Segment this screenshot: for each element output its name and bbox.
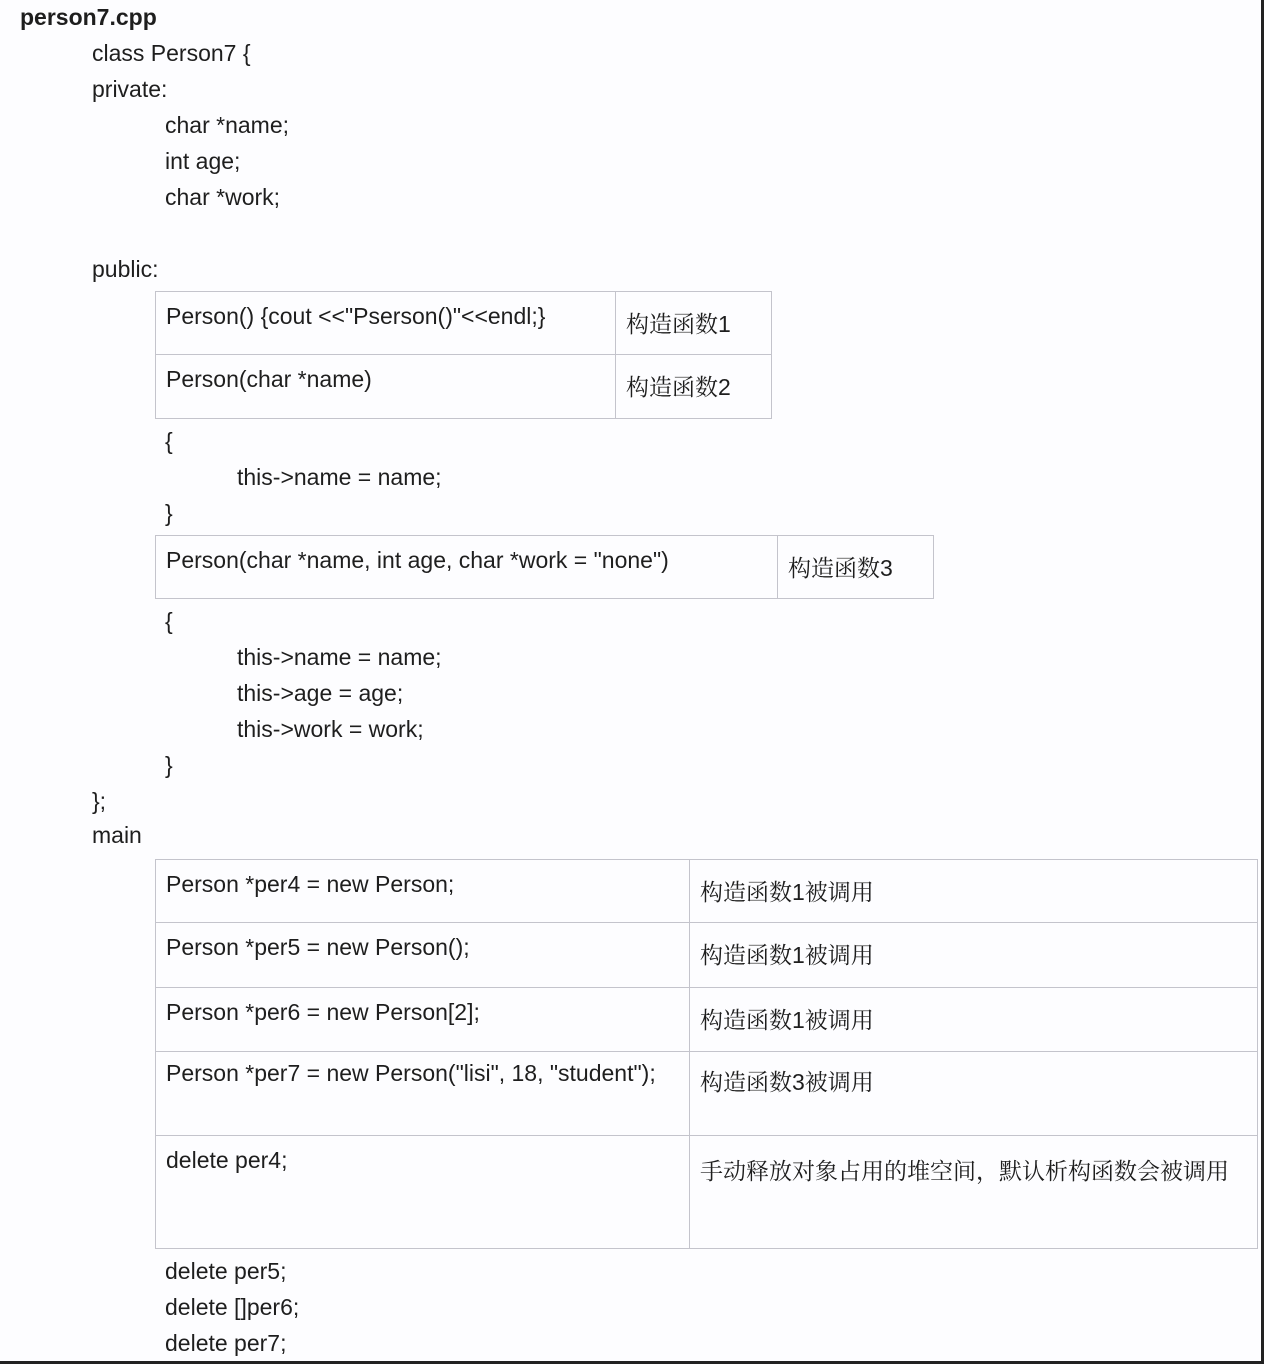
member-work: char *work;	[165, 184, 281, 210]
constructor3-table	[155, 535, 934, 599]
member-age: int age;	[165, 148, 241, 174]
constructors-table	[155, 291, 772, 419]
note-cell: 构造函数3被调用	[690, 1052, 1258, 1136]
code-cell: delete per4;	[156, 1136, 690, 1249]
table-row	[156, 923, 1258, 988]
table-row	[156, 988, 1258, 1052]
note-cell: 手动释放对象占用的堆空间，默认析构函数会被调用	[690, 1136, 1258, 1249]
code-cell: Person() {cout <<"Pserson()"<<endl;}	[156, 292, 616, 355]
note-cell: 构造函数3	[778, 536, 934, 599]
code-cell: Person(char *name)	[156, 355, 616, 419]
table-row	[156, 1136, 1258, 1249]
code-cell: Person *per6 = new Person[2];	[156, 988, 690, 1052]
code-cell: Person(char *name, int age, char *work = "none")	[156, 536, 778, 599]
code-line: delete per5;	[165, 1258, 287, 1284]
member-name: char *name;	[165, 112, 290, 138]
table-row	[156, 355, 772, 419]
code-line: this->name = name;	[237, 644, 442, 670]
main-label: main	[92, 822, 142, 848]
main-table	[155, 859, 1258, 1249]
note-cell: 构造函数1被调用	[690, 923, 1258, 988]
public-label: public:	[92, 256, 159, 282]
file-title: person7.cpp	[20, 4, 157, 30]
note-cell: 构造函数1被调用	[690, 860, 1258, 923]
private-label: private:	[92, 76, 168, 102]
brace-close: }	[165, 500, 173, 526]
code-line: this->work = work;	[237, 716, 424, 742]
code-cell: Person *per7 = new Person("lisi", 18, "student");	[156, 1052, 690, 1136]
code-cell: Person *per4 = new Person;	[156, 860, 690, 923]
code-line: delete []per6;	[165, 1294, 300, 1320]
brace-close: }	[165, 752, 173, 778]
class-declaration: class Person7 {	[92, 40, 251, 66]
table-row	[156, 292, 772, 355]
code-line: this->name = name;	[237, 464, 442, 490]
note-cell: 构造函数1被调用	[690, 988, 1258, 1052]
code-line: this->age = age;	[237, 680, 404, 706]
code-cell: Person *per5 = new Person();	[156, 923, 690, 988]
table-row	[156, 536, 934, 599]
brace-open: {	[165, 608, 173, 634]
brace-open: {	[165, 428, 173, 454]
note-cell: 构造函数1	[616, 292, 772, 355]
code-line: delete per7;	[165, 1330, 287, 1356]
table-row	[156, 860, 1258, 923]
table-row	[156, 1052, 1258, 1136]
note-cell: 构造函数2	[616, 355, 772, 419]
class-end: };	[92, 788, 107, 814]
